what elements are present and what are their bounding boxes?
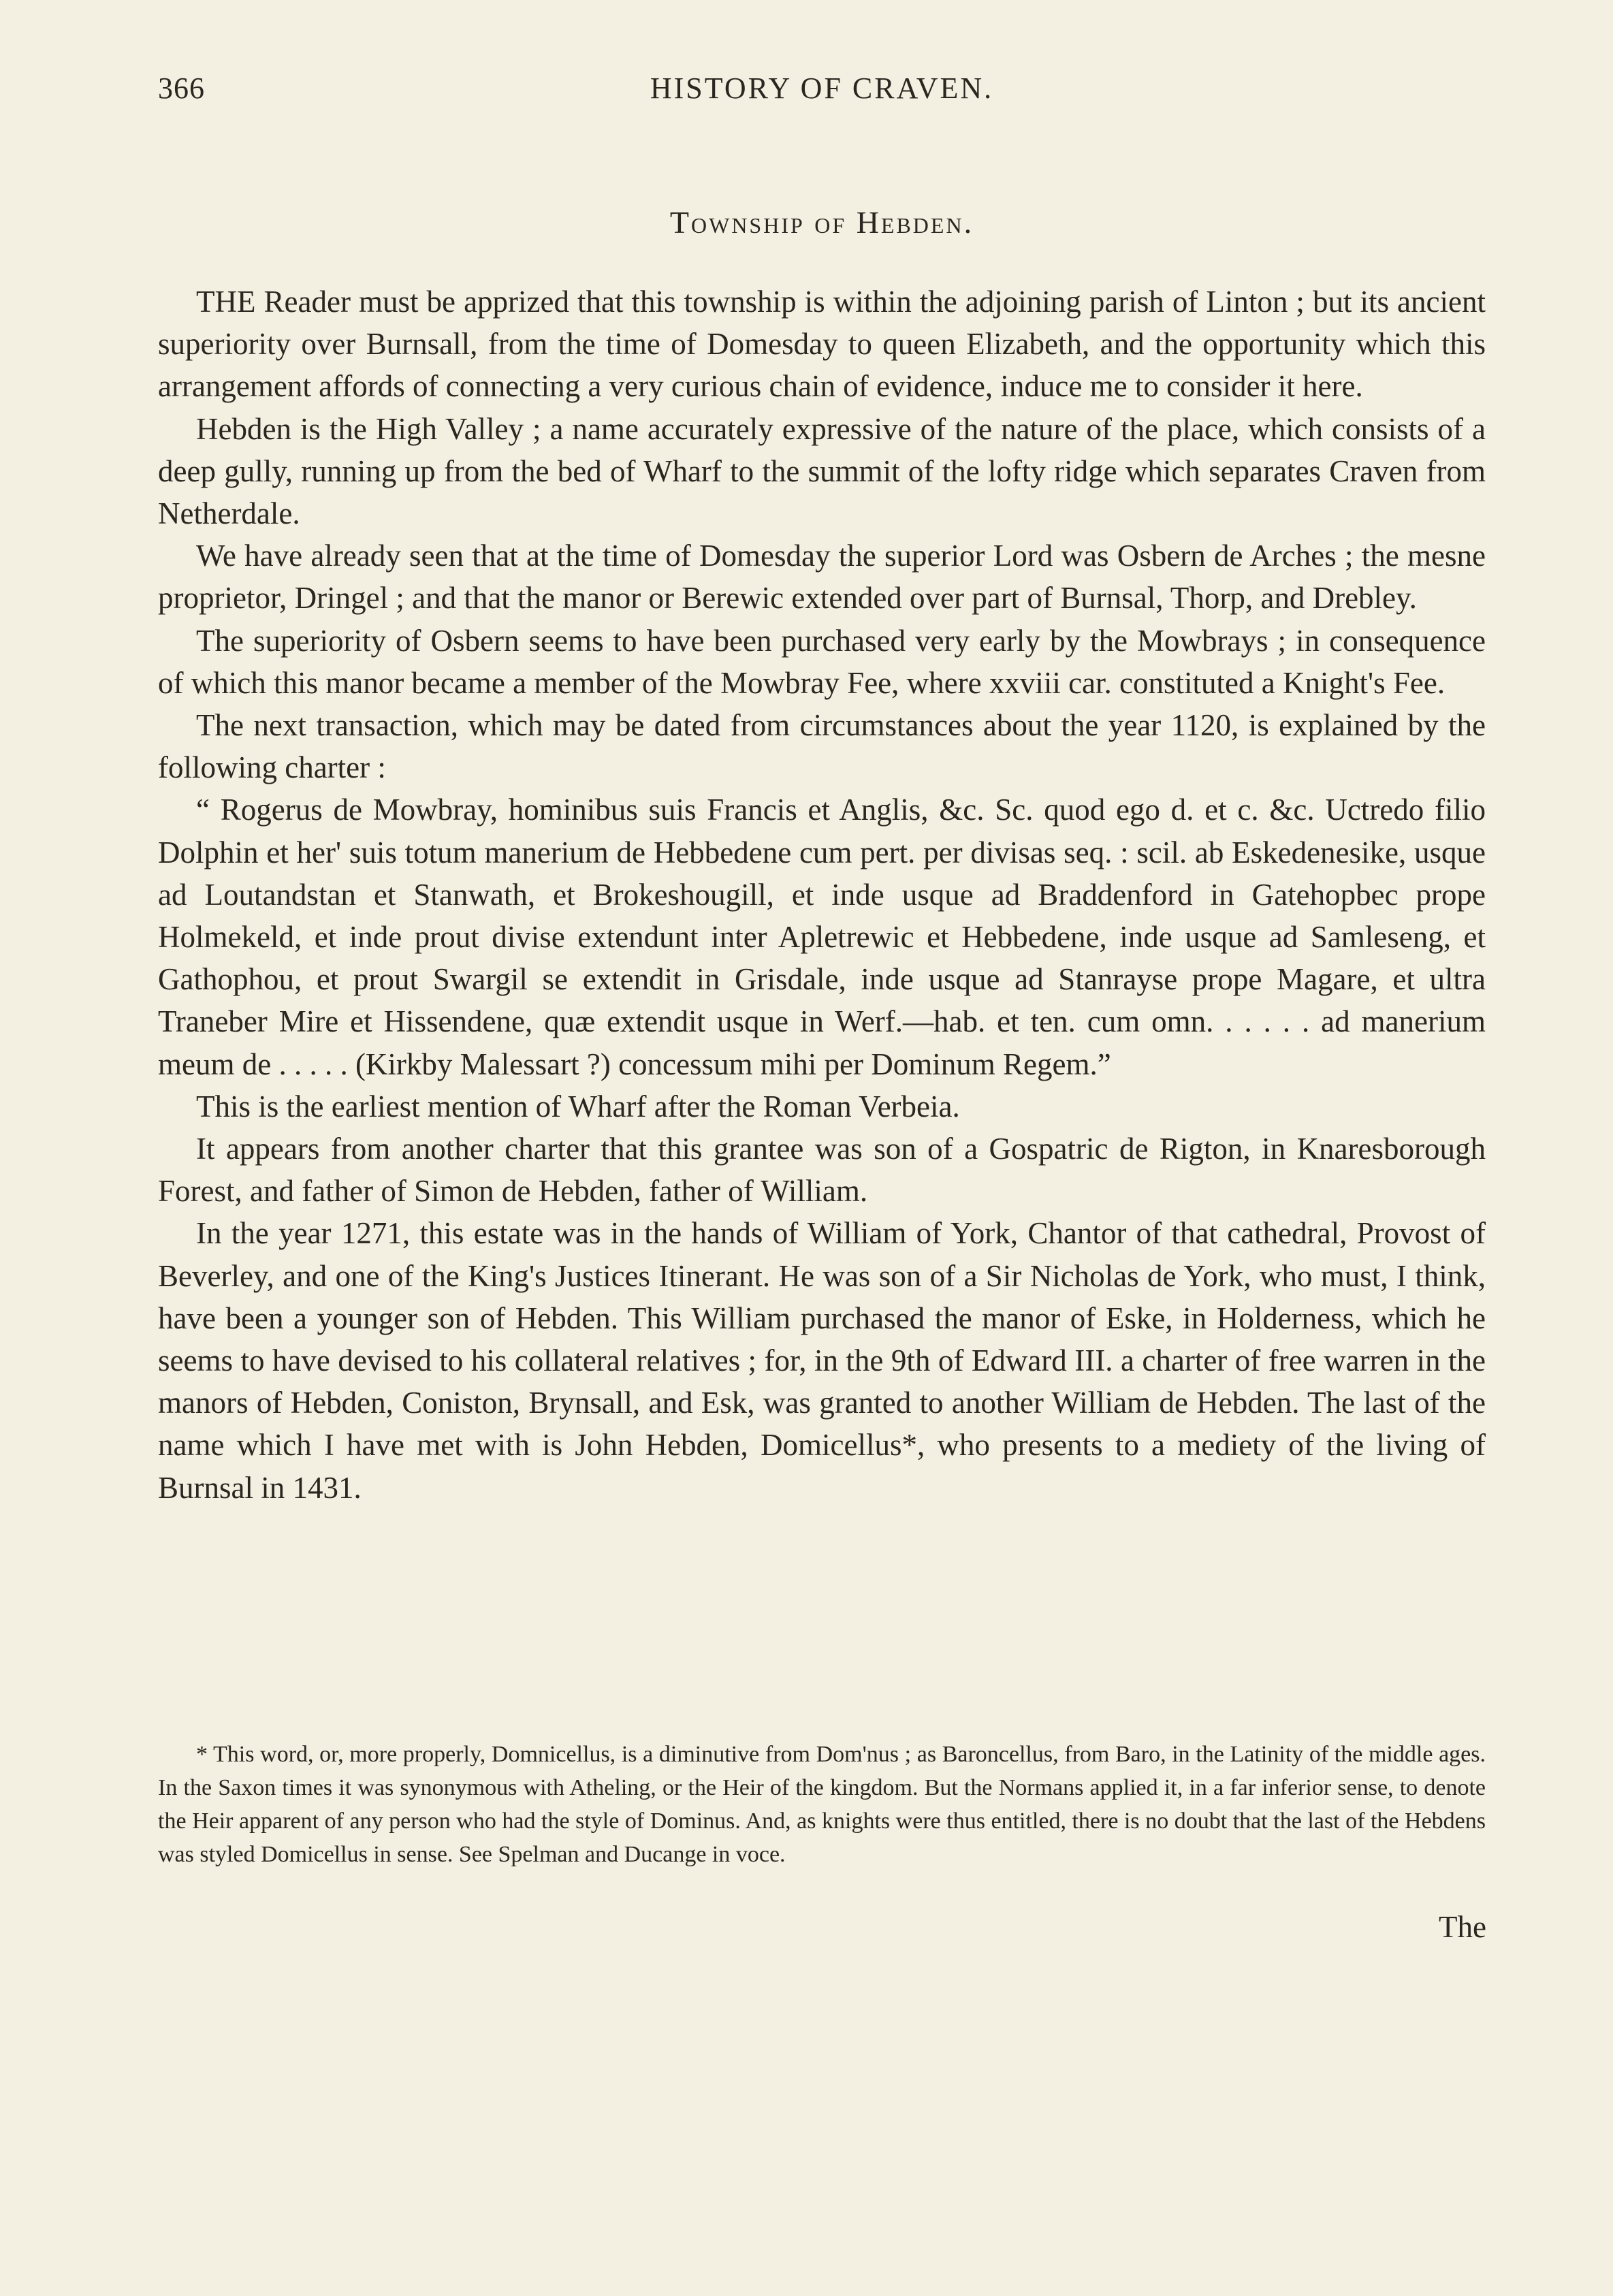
running-head <box>158 71 1486 118</box>
paragraph: The next transaction, which may be dated from circumstances about the year 1120, is explained by the following charter : <box>158 708 1486 785</box>
paragraph: THE Reader must be apprized that this township is within the adjoining parish of Linton ; but its ancient superiority over Burnsall, from the time of Domesday to queen Elizabeth, and the opportunity which this arrangement affords of connecting a very curious chain of evidence, induce me to consider it here. <box>158 285 1486 404</box>
paragraph: The superiority of Osbern seems to have been purchased very early by the Mowbrays ; in consequence of which this manor became a member of the Mowbray Fee, where xxviii car. constituted a Knight's Fee. <box>158 623 1486 700</box>
body-text <box>158 281 1486 1509</box>
paragraph: Hebden is the High Valley ; a name accurately expressive of the nature of the place, which consists of a deep gully, running up from the bed of Wharf to the summit of the lofty ridge which separates Craven from Netherdale. <box>158 411 1486 531</box>
running-title: HISTORY OF CRAVEN. <box>650 71 994 105</box>
footnote-text: * This word, or, more properly, Domnicellus, is a diminutive from Dom'nus ; as Baroncellus, from Baro, in the Latinity of the middle ages. In the Saxon times it was synonymous with Atheling, or the Heir of the kingdom. But the Normans applied it, in a far inferior sense, to denote the Heir apparent of any person who had the style of Dominus. And, as knights were thus entitled, there is no doubt that the last of the Hebdens was styled Domicellus in sense. See Spelman and Ducange in voce. <box>158 1742 1486 1867</box>
section-title: Township of Hebden. <box>669 205 974 240</box>
paragraph: It appears from another charter that this grantee was son of a Gospatric de Rigton, in Knaresborough Forest, and father of Simon de Hebden, father of William. <box>158 1132 1486 1209</box>
paragraph: We have already seen that at the time of Domesday the superior Lord was Osbern de Arches ; the mesne proprietor, Dringel ; and that the manor or Berewic extended over part of Burnsal, Thorp, and Drebley. <box>158 539 1486 616</box>
catchword: The <box>1439 1910 1486 1944</box>
paragraph: This is the earliest mention of Wharf after the Roman Verbeia. <box>196 1089 960 1123</box>
page-number: 366 <box>158 71 205 105</box>
charter-quote: “ Rogerus de Mowbray, hominibus suis Francis et Anglis, &c. Sc. quod ego d. et c. &c. Uctredo filio Dolphin et her' suis totum manerium de Hebbedene cum pert. per divisas seq. : scil. ab Eskedenesike, usque ad Loutandstan et Stanwath, et Brokeshougill, et inde usque ad Braddenford in Gatehopbec prope Holmekeld, et inde prout divise extendunt inter Apletrewic et Hebbedene, inde usque ad Samleseng, et Gathophou, et prout Swargil se extendit in Grisdale, inde usque ad Stanrayse prope Magare, et ultra Traneber Mire et Hissendene, quæ extendit usque in Werf.—hab. et ten. cum omn. . . . . . ad manerium meum de . . . . . (Kirkby Malessart ?) concessum mihi per Dominum Regem.” <box>158 793 1486 1081</box>
footnote <box>158 1738 1486 1871</box>
paragraph: In the year 1271, this estate was in the hands of William of York, Chantor of that cathedral, Provost of Beverley, and one of the King's Justices Itinerant. He was son of a Sir Nicholas de York, who must, I think, have been a younger son of Hebden. This William purchased the manor of Eske, in Holderness, which he seems to have devised to his collateral relatives ; for, in the 9th of Edward III. a charter of free warren in the manors of Hebden, Coniston, Brynsall, and Esk, was granted to another William de Hebden. The last of the name which I have met with is John Hebden, Domicellus*, who presents to a mediety of the living of Burnsal in 1431. <box>158 1216 1486 1505</box>
